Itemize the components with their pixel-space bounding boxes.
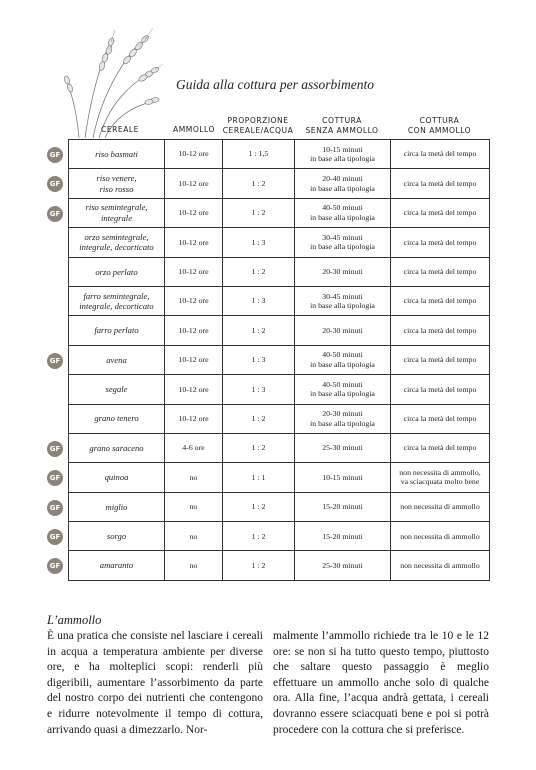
cell-cereale [69, 375, 165, 404]
cell-ammollo: 10-12 ore [165, 286, 223, 315]
cell-cereale-line: riso rosso [99, 183, 134, 194]
cell-cereale-line: farro semintegrale, [83, 290, 150, 301]
cell-cereale [69, 198, 165, 227]
cell-cottura-con-line: non necessita di ammollo, [399, 467, 481, 477]
cell-cereale-line: orzo semintegrale, [84, 231, 149, 242]
cell-cereale-line: integrale, decorticato [79, 242, 154, 253]
gluten-free-badge: GF [47, 558, 63, 574]
cooking-table [68, 139, 490, 581]
gluten-free-badge: GF [47, 500, 63, 516]
cell-cottura-con-line: circa la metà del tempo [403, 325, 477, 335]
cell-cottura-con-line: non necessita di ammollo [400, 560, 480, 570]
cell-cottura-senza [295, 198, 391, 227]
cell-cereale-line: riso basmati [95, 148, 138, 159]
table-title: Guida alla cottura per assorbimento [176, 77, 374, 92]
cell-cottura-senza-line: in base alla tipologia [310, 212, 375, 222]
table-row [69, 169, 490, 198]
table-row [69, 492, 490, 521]
cell-cereale [69, 404, 165, 433]
cell-cottura-senza-line: in base alla tipologia [310, 418, 375, 428]
cell-cottura-senza [295, 492, 391, 521]
cell-ammollo: 10-12 ore [165, 404, 223, 433]
cell-proporzione: 1 : 2 [223, 551, 295, 580]
cell-cereale [69, 140, 165, 169]
cell-cottura-senza [295, 345, 391, 374]
cell-proporzione: 1 : 2 [223, 492, 295, 521]
cell-cottura-senza-line: 20-30 minuti [322, 267, 363, 276]
header-cottura-senza-line2: SENZA AMMOLLO [305, 125, 379, 135]
cell-cottura-con-line: circa la metà del tempo [403, 237, 477, 247]
table-row [69, 286, 490, 315]
table-row [69, 140, 490, 169]
cell-cereale-line: integrale, decorticato [79, 301, 154, 312]
cell-cereale-line: grano tenero [94, 413, 139, 424]
header-ammollo: AMMOLLO [173, 125, 215, 134]
cell-cottura-senza [295, 257, 391, 286]
cell-cereale-line: miglio [105, 501, 128, 512]
cell-cottura-senza [295, 433, 391, 462]
cell-cottura-senza-line: in base alla tipologia [310, 359, 375, 369]
cell-cottura-senza-line: 15-20 minuti [322, 531, 363, 541]
cell-cottura-senza [295, 140, 391, 169]
cell-cottura-senza [295, 316, 391, 345]
cell-ammollo: 10-12 ore [165, 169, 223, 198]
cell-cereale [69, 316, 165, 345]
cell-cottura-con-line: non necessita di ammollo [400, 531, 480, 541]
cell-cottura-con [391, 404, 490, 433]
cell-cereale [69, 463, 165, 492]
header-cereale: CEREALE [101, 125, 139, 134]
cell-cottura-senza-line: in base alla tipologia [310, 301, 375, 311]
gluten-free-badge: GF [47, 470, 63, 486]
cell-cereale [69, 551, 165, 580]
gluten-free-badge: GF [47, 441, 63, 457]
article-title: L’ammollo [47, 613, 102, 627]
cell-cottura-con-line: circa la metà del tempo [403, 149, 477, 159]
cell-cereale-line: sorgo [106, 531, 127, 542]
article-column-right: malmente l’ammollo richiede tra le 10 e le 12 ore: se non si ha tutto questo tempo, piuttosto che saltare questo passaggio è meglio effettuare un ammollo anche solo di qualche ora. Alla fine, l’acqua andrà gettata, i cereali dovranno essere sciacquati bene e poi si potrà procedere con la cottura che si preferisce. [273, 630, 489, 736]
table-row [69, 257, 490, 286]
cell-cottura-con-line: circa la metà del tempo [403, 413, 477, 423]
cell-cottura-senza-line: 40-50 minuti [322, 350, 363, 360]
cell-cottura-con [391, 345, 490, 374]
cell-cottura-con [391, 551, 490, 580]
table-row [69, 198, 490, 227]
cell-cottura-con-line: circa la metà del tempo [403, 178, 477, 188]
cell-cottura-senza-line: 40-50 minuti [322, 203, 363, 213]
cell-cottura-con [391, 228, 490, 257]
header-proporzione [222, 116, 294, 135]
cell-cottura-senza-line: 15-20 minuti [322, 502, 363, 512]
cell-cereale [69, 286, 165, 315]
gluten-free-badge: GF [47, 353, 63, 369]
cell-cottura-senza-line: 20-30 minuti [322, 325, 363, 335]
cell-cottura-senza [295, 522, 391, 551]
cell-proporzione: 1 : 3 [223, 375, 295, 404]
table-row [69, 316, 490, 345]
gluten-free-badge: GF [47, 206, 63, 222]
cell-cottura-con [391, 198, 490, 227]
cell-cottura-con [391, 257, 490, 286]
cell-proporzione: 1 : 2 [223, 257, 295, 286]
cell-ammollo: 10-12 ore [165, 140, 223, 169]
cell-proporzione: 1 : 2 [223, 522, 295, 551]
cell-cottura-senza [295, 463, 391, 492]
cell-cereale [69, 522, 165, 551]
header-cottura-con [390, 116, 489, 135]
table-row [69, 522, 490, 551]
cell-proporzione: 1 : 1,5 [223, 140, 295, 169]
gluten-free-badge: GF [47, 176, 63, 192]
cell-cottura-con [391, 492, 490, 521]
header-proporzione-line2: CEREALE/ACQUA [222, 125, 294, 135]
gluten-free-badge: GF [47, 529, 63, 545]
cell-cereale [69, 228, 165, 257]
cell-cottura-senza-line: 10-15 minuti [322, 472, 363, 482]
cell-cottura-senza-line: 25-30 minuti [322, 560, 363, 570]
cell-ammollo: no [165, 522, 223, 551]
cell-cottura-con [391, 433, 490, 462]
header-cottura-senza-line1: COTTURA [322, 116, 362, 125]
cell-proporzione: 1 : 1 [223, 463, 295, 492]
cell-proporzione: 1 : 2 [223, 433, 295, 462]
cell-proporzione: 1 : 2 [223, 198, 295, 227]
cell-ammollo: no [165, 551, 223, 580]
cell-cottura-senza [295, 286, 391, 315]
cell-cottura-con [391, 463, 490, 492]
cell-cottura-senza-line: 20-30 minuti [322, 409, 363, 419]
cell-cottura-con [391, 140, 490, 169]
cell-cottura-senza-line: 30-45 minuti [322, 232, 363, 242]
table-row [69, 551, 490, 580]
cell-cottura-senza [295, 551, 391, 580]
cell-cottura-senza [295, 375, 391, 404]
cell-cereale-line: quinoa [104, 472, 129, 483]
cell-cottura-senza-line: in base alla tipologia [310, 242, 375, 252]
cell-cottura-senza-line: in base alla tipologia [310, 389, 375, 399]
cell-proporzione: 1 : 3 [223, 345, 295, 374]
cell-cottura-senza-line: 40-50 minuti [322, 379, 363, 389]
header-cottura-con-line1: COTTURA [419, 116, 460, 125]
cell-proporzione: 1 : 3 [223, 286, 295, 315]
cell-proporzione: 1 : 2 [223, 169, 295, 198]
cell-cottura-con [391, 169, 490, 198]
cell-ammollo: 10-12 ore [165, 375, 223, 404]
table-row [69, 228, 490, 257]
cell-cottura-senza-line: in base alla tipologia [310, 183, 375, 193]
cell-cottura-con [391, 375, 490, 404]
cell-cottura-con-line: va sciacquata molto bene [400, 477, 480, 487]
cell-cottura-con-line: circa la metà del tempo [403, 355, 477, 365]
cell-cereale [69, 345, 165, 374]
cell-ammollo: 4-6 ore [165, 433, 223, 462]
cell-cereale-line: riso semintegrale, [85, 202, 148, 213]
table-row [69, 375, 490, 404]
cell-cottura-con-line: non necessita di ammollo [400, 502, 480, 512]
cell-cottura-senza-line: in base alla tipologia [310, 154, 375, 164]
cell-cottura-senza-line: 10-15 minuti [322, 144, 363, 154]
cell-cereale-line: grano saraceno [89, 442, 144, 453]
wheat-illustration [55, 20, 165, 138]
table-row [69, 463, 490, 492]
cell-cereale [69, 169, 165, 198]
cell-cottura-senza-line: 30-45 minuti [322, 291, 363, 301]
cell-ammollo: 10-12 ore [165, 345, 223, 374]
cell-cereale-line: farro perlato [94, 325, 139, 336]
cell-cottura-senza [295, 169, 391, 198]
cell-cereale-line: segale [105, 384, 128, 395]
cell-ammollo: 10-12 ore [165, 257, 223, 286]
cell-cereale-line: avena [106, 354, 127, 365]
cell-cottura-con-line: circa la metà del tempo [403, 208, 477, 218]
cell-cereale-line: integrale [100, 212, 133, 223]
cell-cottura-con-line: circa la metà del tempo [403, 296, 477, 306]
cell-cereale-line: riso venere, [96, 173, 137, 184]
cell-cottura-senza [295, 404, 391, 433]
cell-proporzione: 1 : 3 [223, 228, 295, 257]
cell-cottura-con [391, 522, 490, 551]
cell-ammollo: 10-12 ore [165, 316, 223, 345]
cell-cottura-senza-line: 25-30 minuti [322, 443, 363, 453]
cell-cottura-senza [295, 228, 391, 257]
cell-cottura-senza-line: 20-40 minuti [322, 174, 363, 184]
cell-cottura-con-line: circa la metà del tempo [403, 384, 477, 394]
cell-cereale [69, 492, 165, 521]
cell-cottura-con [391, 286, 490, 315]
cell-cereale [69, 257, 165, 286]
cell-cottura-con [391, 316, 490, 345]
cell-ammollo: no [165, 492, 223, 521]
table-row [69, 345, 490, 374]
cell-cereale-line: amaranto [99, 560, 134, 571]
header-cottura-senza [294, 116, 390, 135]
cell-cottura-con-line: circa la metà del tempo [403, 443, 477, 453]
cell-ammollo: no [165, 463, 223, 492]
cell-cereale-line: orzo perlato [95, 266, 138, 277]
cell-ammollo: 10-12 ore [165, 228, 223, 257]
cell-cottura-con-line: circa la metà del tempo [403, 267, 477, 276]
table-row [69, 404, 490, 433]
cell-cereale [69, 433, 165, 462]
cell-proporzione: 1 : 2 [223, 404, 295, 433]
table-row [69, 433, 490, 462]
cell-proporzione: 1 : 2 [223, 316, 295, 345]
header-cottura-con-line2: CON AMMOLLO [407, 125, 472, 135]
gluten-free-badge: GF [47, 147, 63, 163]
article-column-left: È una pratica che consiste nel lasciare i cereali in acqua a temperatura ambiente per diverse ore, e ha molteplici scopi: renderli più digeribili, aumentare l’assorbimento da parte del nostro corpo dei nutrienti che contengono e ridurre notevolmente il tempo di cottura, arrivando quasi a dimezzarlo. Nor- [47, 630, 263, 736]
cell-ammollo: 10-12 ore [165, 198, 223, 227]
header-proporzione-line1: PROPORZIONE [227, 116, 289, 125]
